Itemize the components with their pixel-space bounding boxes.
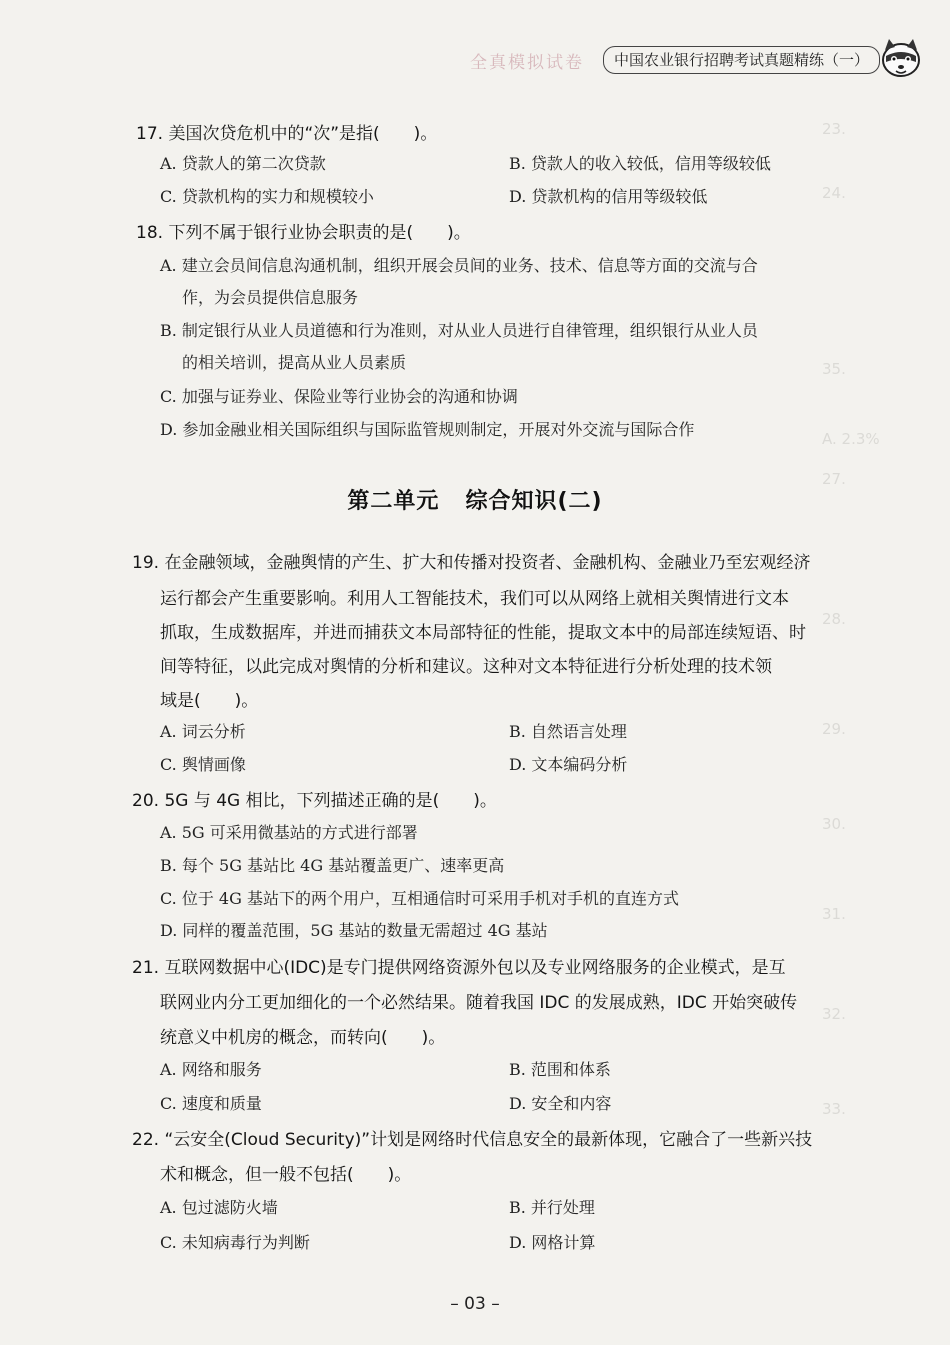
question-22-option-c: C. 未知病毒行为判断 — [160, 1233, 310, 1252]
question-17-option-b: B. 贷款人的收入较低，信用等级较低 — [509, 154, 771, 173]
question-19-line-5: 域是( )。 — [160, 691, 259, 711]
question-17-option-a: A. 贷款人的第二次贷款 — [160, 154, 326, 173]
question-21-option-c: C. 速度和质量 — [160, 1094, 262, 1113]
question-19-line-4: 间等特征，以此完成对舆情的分析和建议。这种对文本特征进行分析处理的技术领 — [160, 657, 772, 677]
section-title-sub: 综合知识(二) — [465, 489, 603, 514]
question-18-option-d: D. 参加金融业相关国际组织与国际监管规则制定，开展对外交流与国际合作 — [160, 420, 695, 439]
header-title: 中国农业银行招聘考试真题精练（一） — [603, 46, 880, 74]
question-22-option-d: D. 网格计算 — [509, 1233, 596, 1252]
question-21-line-2: 联网业内分工更加细化的一个必然结果。随着我国 IDC 的发展成熟，IDC 开始突破传 — [160, 993, 798, 1013]
question-19-option-d: D. 文本编码分析 — [509, 755, 628, 774]
question-18-option-b-cont: 的相关培训，提高从业人员素质 — [182, 353, 407, 372]
question-18-option-a: A. 建立会员间信息沟通机制，组织开展会员间的业务、技术、信息等方面的交流与合 — [160, 256, 758, 275]
question-20-stem: 20. 5G 与 4G 相比，下列描述正确的是( )。 — [132, 791, 497, 811]
question-20-option-b: B. 每个 5G 基站比 4G 基站覆盖更广、速率更高 — [160, 856, 505, 875]
question-21-line-3: 统意义中机房的概念，而转向( )。 — [160, 1028, 446, 1048]
page-number: – 03 – — [450, 1294, 500, 1314]
question-20-option-a: A. 5G 可采用微基站的方式进行部署 — [160, 823, 418, 842]
exam-page: 全真模拟试卷 中国农业银行招聘考试真题精练（一） 23. 24. 35. A. 2.3% 27. 28. 29. 30. 31. 32. 33. 17. 美国次贷危机中的“次”是指( )。 A. 贷款人的第二次贷款 B. 贷款人的收入较低，信用等级较低 C. 贷款机构的实力和规模较小 D. 贷款机构的信用等级较低 18. 下列不属于银行业协会职责的是( )。 A. 建立会员间信息沟通机制，组织开展会员间的业务、技术、信息等方面的交流与合 作，为会员提供信息服务 B. 制定银行从业人员道德和行为准则，对从业人员进行自律管理，组织银行从业人员 的相关培训，提高从业人员素质 C. 加强与证券业、保险业等行业协会的沟通和协调 D. 参加金融业相关国际组织与国际监管规则制定，开展对外交流与国际合作 第二单元 综合知识(二) 19. 在金融领域，金融舆情的产生、扩大和传播对投资者、金融机构、金融业乃至宏观经济 运行都会产生重要影响。利用人工智能技术，我们可以从网络上就相关舆情进行文本 抓取，生成数据库，并进而捕获文本局部特征的性能，提取文本中的局部连续短语、时 间等特征，以此完成对舆情的分析和建议。这种对文本特征进行分析处理的技术领 域是( )。 A. 词云分析 B. 自然语言处理 C. 舆情画像 D. 文本编码分析 20. 5G 与 4G 相比，下列描述正确的是( )。 A. 5G 可采用微基站的方式进行部署 B. 每个 5G 基站比 4G 基站覆盖更广、速率更高 C. 位于 4G 基站下的两个用户，互相通信时可采用手机对手机的直连方式 D. 同样的覆盖范围，5G 基站的数量无需超过 4G 基站 21. 互联网数据中心(IDC)是专门提供网络资源外包以及专业网络服务的企业模式，是互 联网业内分工更加细化的一个必然结果。随着我国 IDC 的发展成熟，IDC 开始突破传 统意义中机房的概念，而转向( )。 A. 网络和服务 B. 范围和体系 C. 速度和质量 D. 安全和内容 22. “云安全(Cloud Security)”计划是网络时代信息安全的最新体现，它融合了一些新兴技 术和概念，但一般不包括( )。 A. 包过滤防火墙 B. 并行处理 C. 未知病毒行为判断 D. 网格计算 – 03 – — [0, 0, 950, 1345]
question-18-option-a-cont: 作，为会员提供信息服务 — [182, 288, 359, 307]
question-18-option-c: C. 加强与证券业、保险业等行业协会的沟通和协调 — [160, 387, 518, 406]
question-19-option-a: A. 词云分析 — [160, 722, 246, 741]
question-21-option-d: D. 安全和内容 — [509, 1094, 612, 1113]
question-21-option-b: B. 范围和体系 — [509, 1060, 611, 1079]
question-20-option-d: D. 同样的覆盖范围，5G 基站的数量无需超过 4G 基站 — [160, 921, 548, 940]
question-21-line-1: 21. 互联网数据中心(IDC)是专门提供网络资源外包以及专业网络服务的企业模式，是互 — [132, 958, 786, 978]
question-17-stem: 17. 美国次贷危机中的“次”是指( )。 — [136, 124, 438, 144]
section-title — [0, 484, 950, 515]
question-21-option-a: A. 网络和服务 — [160, 1060, 262, 1079]
header-ghost-text: 全真模拟试卷 — [470, 53, 584, 73]
question-20-option-c: C. 位于 4G 基站下的两个用户，互相通信时可采用手机对手机的直连方式 — [160, 889, 679, 908]
question-22-option-b: B. 并行处理 — [509, 1198, 595, 1217]
question-22-option-a: A. 包过滤防火墙 — [160, 1198, 278, 1217]
question-18-stem: 18. 下列不属于银行业协会职责的是( )。 — [136, 223, 471, 243]
question-18-option-b: B. 制定银行从业人员道德和行为准则，对从业人员进行自律管理，组织银行从业人员 — [160, 321, 758, 340]
question-22-line-2: 术和概念，但一般不包括( )。 — [160, 1165, 412, 1185]
raccoon-mascot-icon — [878, 36, 924, 80]
question-19-line-1: 19. 在金融领域，金融舆情的产生、扩大和传播对投资者、金融机构、金融业乃至宏观经济 — [132, 553, 811, 573]
question-19-line-2: 运行都会产生重要影响。利用人工智能技术，我们可以从网络上就相关舆情进行文本 — [160, 589, 789, 609]
section-title-main: 第二单元 — [347, 489, 440, 514]
question-19-option-b: B. 自然语言处理 — [509, 722, 627, 741]
question-17-option-d: D. 贷款机构的信用等级较低 — [509, 187, 708, 206]
question-19-option-c: C. 舆情画像 — [160, 755, 246, 774]
question-19-line-3: 抓取，生成数据库，并进而捕获文本局部特征的性能，提取文本中的局部连续短语、时 — [160, 623, 806, 643]
question-17-option-c: C. 贷款机构的实力和规模较小 — [160, 187, 374, 206]
question-22-line-1: 22. “云安全(Cloud Security)”计划是网络时代信息安全的最新体现，它融合了一些新兴技 — [132, 1130, 813, 1150]
